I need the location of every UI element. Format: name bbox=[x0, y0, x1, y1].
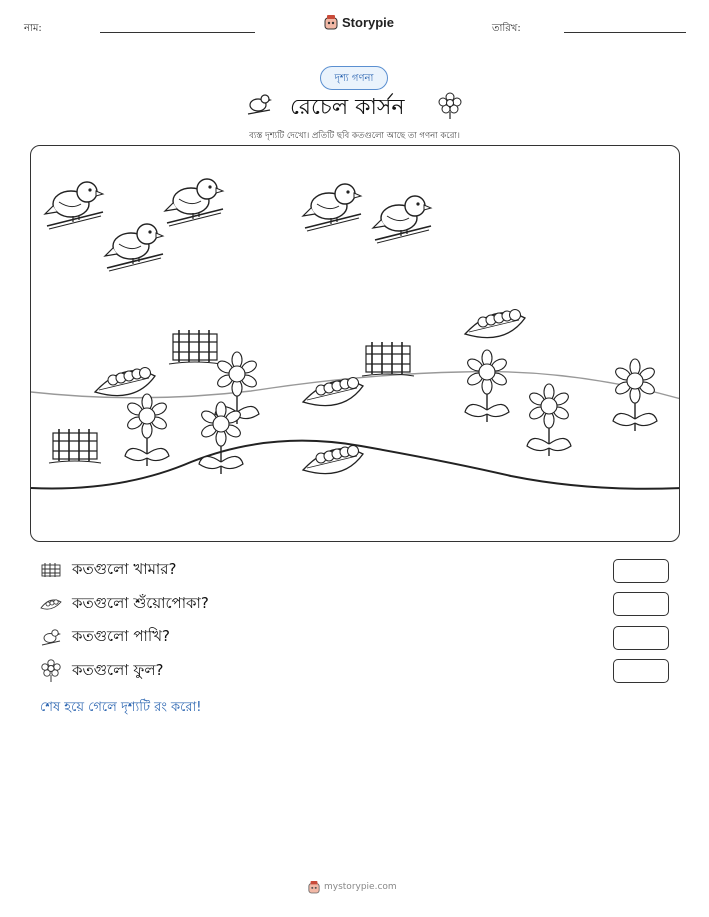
bird-icon bbox=[40, 626, 62, 648]
brand-logo bbox=[324, 14, 394, 30]
date-label: তারিখ: bbox=[492, 23, 521, 34]
site-url[interactable]: mystorypie.com bbox=[324, 882, 397, 892]
caterpillar-1 bbox=[95, 368, 155, 396]
storypie-logo-icon bbox=[324, 14, 338, 30]
answer-box-caterpillars[interactable] bbox=[613, 592, 669, 616]
caterpillar-4 bbox=[303, 446, 363, 474]
name-line[interactable] bbox=[100, 32, 255, 33]
scene-drawing bbox=[31, 146, 680, 542]
site-footer bbox=[308, 880, 397, 894]
flower-icon bbox=[40, 659, 62, 683]
bird-4 bbox=[303, 184, 361, 231]
question-caterpillars bbox=[40, 592, 209, 616]
instructions: ব্যস্ত দৃশ্যটি দেখো। প্রতিটি ছবি কতগুলো আছে তা গণনা করো। bbox=[249, 131, 460, 141]
fence-1 bbox=[169, 330, 221, 364]
bird-icon bbox=[244, 90, 274, 118]
storypie-logo-icon bbox=[308, 880, 320, 894]
caterpillar-2 bbox=[303, 378, 363, 406]
flower-4 bbox=[465, 350, 509, 422]
question-flowers-text: কতগুলো ফুল? bbox=[72, 660, 164, 679]
bird-2 bbox=[165, 179, 223, 226]
page-title: রেচেল কার্সন bbox=[290, 95, 405, 120]
flower-6 bbox=[613, 359, 657, 431]
fence-icon bbox=[40, 560, 62, 580]
fence-3 bbox=[49, 429, 101, 463]
bird-5 bbox=[373, 196, 431, 243]
caterpillar-3 bbox=[465, 310, 525, 338]
question-birds bbox=[40, 625, 170, 649]
date-line[interactable] bbox=[564, 32, 686, 33]
question-birds-text: কতগুলো পাখি? bbox=[72, 626, 171, 645]
flower-3 bbox=[199, 402, 243, 474]
flower-5 bbox=[527, 384, 571, 456]
bird-3 bbox=[105, 224, 163, 271]
answer-box-birds[interactable] bbox=[613, 626, 669, 650]
question-caterpillars-text: কতগুলো শুঁয়োপোকা? bbox=[72, 593, 209, 612]
counting-scene bbox=[30, 145, 680, 542]
fence-2 bbox=[362, 342, 414, 376]
answer-box-flowers[interactable] bbox=[613, 659, 669, 683]
brand-name: Storypie bbox=[342, 14, 395, 30]
worksheet-header bbox=[0, 14, 709, 38]
coloring-instruction: শেষ হয়ে গেলে দৃশ্যটি রং করো! bbox=[40, 700, 202, 715]
answer-box-farms[interactable] bbox=[613, 559, 669, 583]
question-farms-text: কতগুলো খামার? bbox=[72, 559, 177, 578]
question-farms bbox=[40, 558, 176, 582]
question-flowers bbox=[40, 659, 163, 683]
category-badge: দৃশ্য গণনা bbox=[320, 66, 388, 90]
bird-1 bbox=[45, 182, 103, 229]
flower-icon bbox=[438, 92, 462, 120]
caterpillar-icon bbox=[40, 594, 62, 614]
flower-2 bbox=[125, 394, 169, 466]
name-label: নাম: bbox=[24, 23, 42, 34]
